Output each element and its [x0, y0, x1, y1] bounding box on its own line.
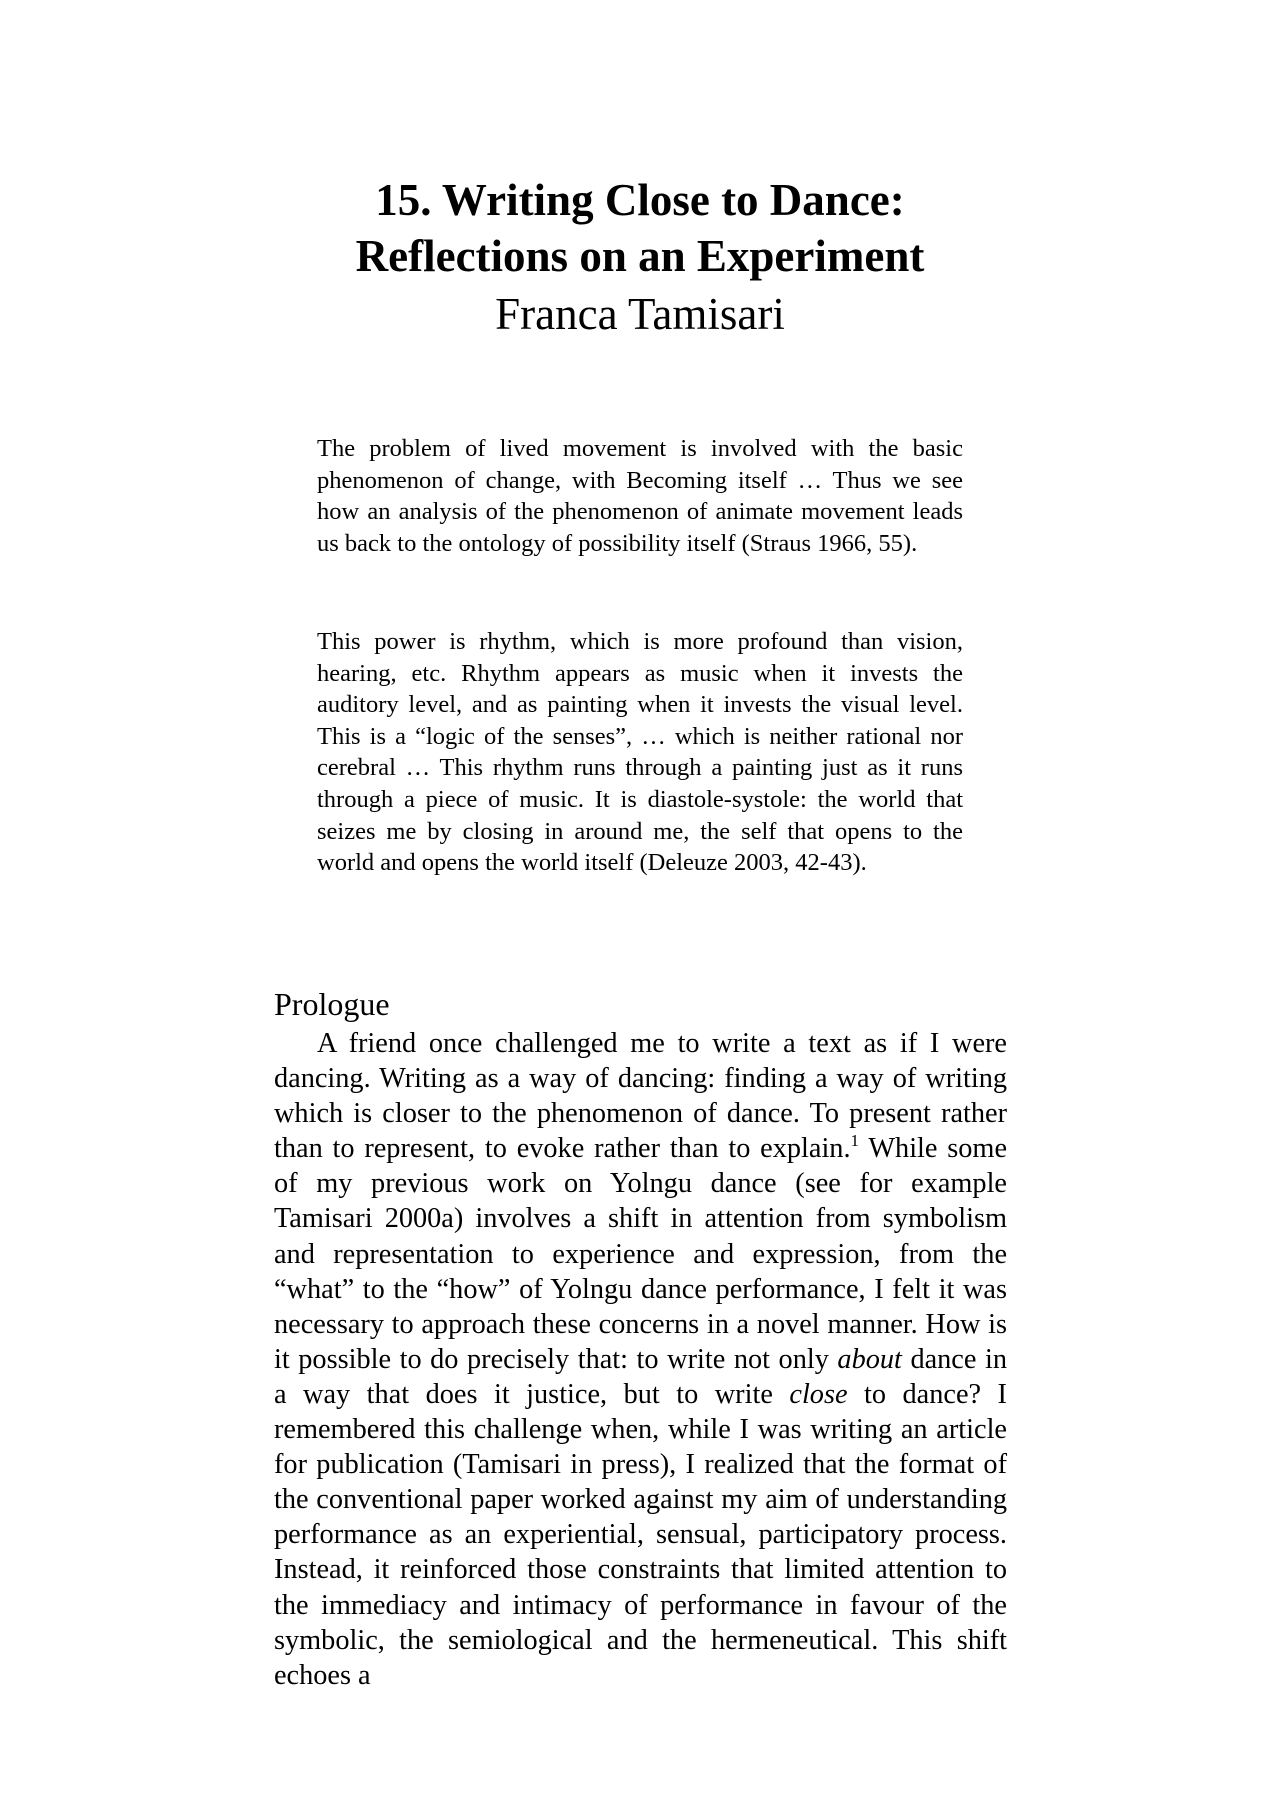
footnote-reference: 1 — [850, 1131, 860, 1151]
paragraph-text: A friend once challenged me to write a text as if I were dancing. Writing as a way of dancing: finding a way of writing which is closer to the phenomenon of dance. To present rather than to represent, to evoke rather than to explain. — [274, 1028, 1007, 1165]
epigraph-quote: The problem of lived movement is involved with the basic phenomenon of change, with Becoming itself … Thus we see how an analysis of the phenomenon of animate movement leads us back to the ontology of possibility itself (Straus 1966, 55). — [317, 435, 963, 557]
section-heading: Prologue — [274, 986, 390, 1022]
title-block — [0, 172, 1280, 344]
paragraph-text: dance in a way that does it justice, but to write — [274, 1343, 1007, 1410]
paragraph-text: to dance? I remembered this challenge when, while I was writing an article for publication (Tamisari in press), I realized that the format of the conventional paper worked against my aim of understanding performance as an experiential, sensual, participatory process. Instead, it reinforced those constraints that limited attention to the immediacy and intimacy of performance in favour of the symbolic, the semiological and the hermeneutical. This shift echoes a — [274, 1378, 1007, 1691]
emphasis-text: about — [837, 1343, 902, 1375]
emphasis-text: close — [789, 1378, 848, 1410]
author-name: Franca Tamisari — [495, 289, 785, 339]
paragraph-text: While some of my previous work on Yolngu dance (see for example Tamisari 2000a) involves a shift in attention from symbolism and representation to experience and expression, from the “what” to the “how” of Yolngu dance performance, I felt it was necessary to approach these concerns in a novel manner. How is it possible to do precisely that: to write not only — [274, 1133, 1008, 1375]
chapter-title-line-2: Reflections on an Experiment — [355, 231, 925, 281]
chapter-title-line-1: 15. Writing Close to Dance: — [375, 175, 905, 225]
body-paragraph — [274, 1026, 1007, 1693]
epigraph-quote: This power is rhythm, which is more profound than vision, hearing, etc. Rhythm appears as music when it invests the auditory level, and as painting when it invests the visual level. This is a “logic of the senses”, … which is neither rational nor cerebral … This rhythm runs through a painting just as it runs through a piece of music. It is diastole-systole: the world that seizes me by closing in around me, the self that opens to the world and opens the world itself (Deleuze 2003, 42-43). — [317, 628, 963, 877]
